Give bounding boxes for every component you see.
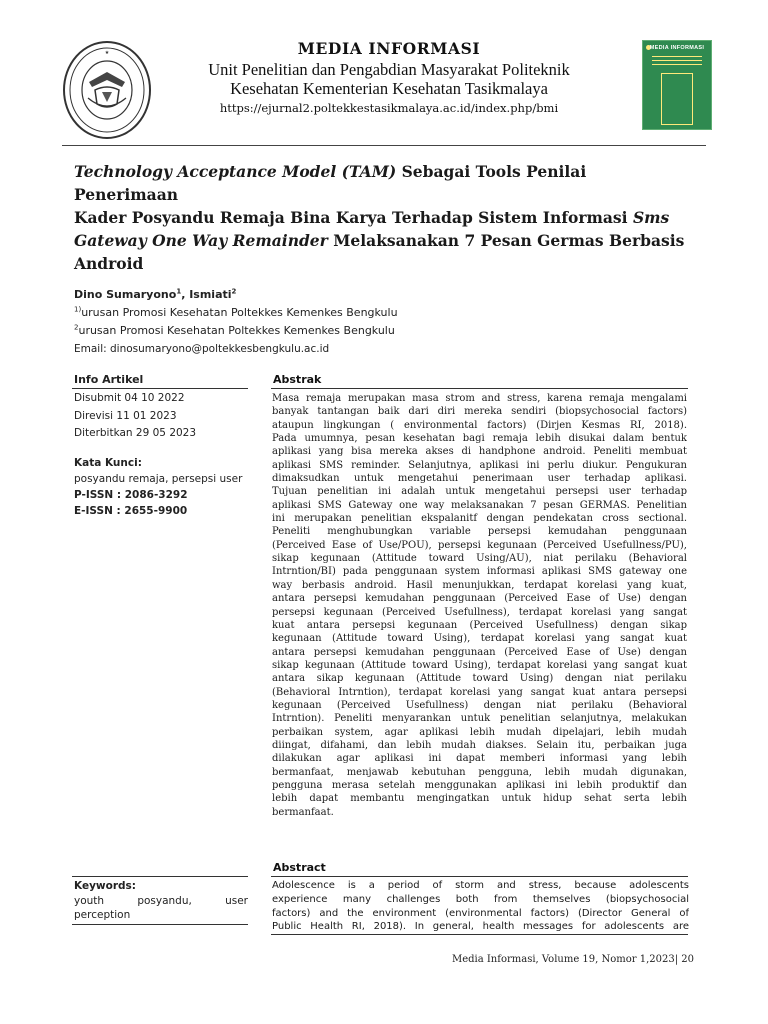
cover-line	[652, 56, 702, 57]
abstrak-line: Intrntion/BI) pada penggunaan system informasi aplikasi SMS gateway one	[272, 566, 687, 578]
institution-logo	[62, 40, 152, 140]
keywords-bottom-rule	[72, 924, 248, 925]
article-info	[72, 372, 248, 519]
abstract-bottom-rule	[271, 934, 688, 935]
author-email[interactable]: Email: dinosumaryono@poltekkesbengkulu.ac.id	[74, 343, 330, 355]
author-2-sup: 2	[231, 287, 237, 296]
cover-box	[661, 73, 693, 125]
keywords-line-2: perception	[74, 909, 131, 921]
kata-kunci-heading: Kata Kunci:	[74, 456, 142, 469]
abstrak-line: Intrntion). Peneliti menyarankan untuk penelitian selanjutnya, melakukan	[272, 713, 687, 725]
e-issn: E-ISSN : 2655-9900	[74, 504, 188, 517]
abstrak-line: perbaikan system, agar aplikasi lebih mudah dipelajari, lebih mudah	[272, 726, 687, 738]
abstract-heading: Abstract	[271, 860, 688, 877]
info-artikel-heading: Info Artikel	[72, 372, 248, 389]
abstrak-line: aplikasi SMS Gateway one way melaksanakan 7 pesan GERMAS. Penelitian	[272, 499, 687, 511]
abstrak-line: kegunaan (Perceived Usefullness) dengan niat perilaku (Behavioral	[272, 699, 687, 711]
keywords-line-1: youth posyandu, user	[74, 895, 248, 907]
journal-name: MEDIA INFORMASI	[297, 39, 481, 58]
abstrak-line: diingat, difahami, dan lebih mudah diakses. Selain itu, perbaikan juga	[272, 739, 687, 751]
paper-title	[74, 160, 694, 275]
page-footer: Media Informasi, Volume 19, Nomor 1,2023| 20	[451, 954, 694, 965]
abstrak-line: way berbasis android. Hasil menunjukkan, terdapat korelasi yang kuat,	[272, 579, 687, 591]
title-italic-3: Gateway One Way Remainder	[74, 231, 328, 250]
date-revised: Direvisi 11 01 2023	[74, 409, 177, 422]
abstrak-line: ini merupakan penelitian ekspalanitf dengan pendekatan cross sectional.	[272, 513, 687, 525]
title-text-3: Melaksanakan 7 Pesan Germas Berbasis	[327, 231, 685, 250]
author-block	[74, 286, 694, 358]
abstrak-line: kegunaan (Attitude toward Using), terdapat korelasi yang sangat kuat	[272, 633, 687, 645]
title-text-1: Sebagai Tools Penilai Penerimaan	[74, 162, 587, 204]
abstrak-line: bermanfaat, menjawab kebutuhan pengguna, lebih mudah digunakan,	[272, 766, 687, 778]
abstract-section	[271, 860, 688, 877]
title-italic-1: Technology Acceptance Model (TAM)	[74, 162, 397, 181]
garuda-seal-icon	[62, 40, 152, 140]
author-1: Dino Sumaryono	[74, 288, 177, 301]
abstrak-line: kuat antara persepsi kegunaan (Perceived Usefullness) dengan sikap	[272, 619, 687, 631]
affiliation-1	[74, 304, 694, 322]
abstrak-line: sikap kegunaan (Attitude toward Using/AU), niat perilaku (Behavioral	[272, 553, 687, 565]
abstrak-line: aplikasi yang bisa mereka akses di handphone android. Peneliti membuat	[272, 446, 687, 458]
keywords-text	[72, 894, 248, 922]
author-2: , Ismiati	[181, 288, 232, 301]
abstract-line: Adolescence is a period of storm and stress, because adolescents	[272, 880, 689, 891]
title-italic-2: Sms	[632, 208, 670, 227]
abstrak-line: dilakukan agar aplikasi ini dapat memberi informasi yang lebih	[272, 753, 687, 765]
abstrak-heading: Abstrak	[271, 372, 688, 389]
abstrak-line: Peneliti menghubungkan variable persepsi kemudahan penggunaan	[272, 526, 687, 538]
affiliation-2-text: urusan Promosi Kesehatan Poltekkes Kemenkes Bengkulu	[78, 324, 395, 337]
abstract-line: factors) and the environment (environmental factors) (Director General of	[272, 907, 689, 919]
journal-cover-thumbnail	[642, 40, 712, 130]
abstract-body	[271, 879, 690, 934]
title-text-2: Kader Posyandu Remaja Bina Karya Terhadap Sistem Informasi	[74, 208, 633, 227]
affiliation-1-text: urusan Promosi Kesehatan Poltekkes Kemenkes Bengkulu	[81, 306, 398, 319]
p-issn: P-ISSN : 2086-3292	[74, 489, 188, 501]
abstrak-line: banyak tantangan baik dari diri mereka sendiri (biopsychosocial factors)	[272, 406, 687, 418]
abstrak-line: (Perceived Ease of Use/POU), persepsi kegunaan (Perceived Usefullness/PU),	[272, 539, 687, 551]
date-submitted: Disubmit 04 10 2022	[74, 392, 185, 404]
keywords-heading: Keywords:	[72, 876, 248, 894]
abstrak-line: antara persepsi kemudahan penggunaan (Perceived Ease of Use) dengan	[272, 646, 687, 658]
journal-url[interactable]: https://ejurnal2.poltekkestasikmalaya.ac.id/index.php/bmi	[219, 101, 559, 115]
abstract-line: experience many challenges both from themselves (biopsychosocial	[272, 893, 689, 905]
affiliation-1-sup: 1)	[74, 305, 82, 314]
cover-line	[652, 60, 702, 61]
svg-text:★: ★	[104, 50, 110, 56]
abstrak-line: Masa remaja merupakan masa strom and stress, karena remaja mengalami	[272, 393, 687, 404]
author-names	[74, 286, 694, 304]
abstrak-section	[271, 372, 688, 819]
title-text-4: Android	[74, 254, 144, 273]
abstract-line: Public Health RI, 2018). In general, health messages for adolescents are	[272, 921, 689, 933]
abstrak-line: persepsi kegunaan (Perceived Usefullness), terdapat korelasi yang sangat	[272, 606, 687, 618]
abstrak-line: ataupun lingkungan ( environmental factors) (Dirjen Kesmas RI, 2018).	[272, 419, 687, 431]
affiliation-2	[74, 322, 694, 340]
abstrak-line: aplikasi SMS reminder. Selanjutnya, aplikasi ini perlu diukur. Pengukuran	[272, 459, 687, 471]
keywords-block	[72, 876, 248, 925]
abstrak-line: pengguna merasa setelah menggunakan aplikasi ini lebih produktif dan	[272, 779, 687, 791]
abstrak-line: Tujuan penelitian ini adalah untuk mengetahui persepsi user terhadap	[272, 486, 687, 498]
kata-kunci-text: posyandu remaja, persepsi user	[74, 472, 243, 485]
journal-header	[150, 38, 628, 118]
cover-line	[652, 64, 702, 65]
abstrak-body	[271, 392, 688, 819]
abstrak-line: bermanfaat.	[272, 806, 334, 818]
date-published: Diterbitkan 29 05 2023	[74, 427, 197, 439]
abstrak-line: (Behavioral Intrntion), terdapat korelasi yang sangat kuat antara persepsi	[272, 686, 687, 698]
abstrak-line: lebih dapat membantu mengingatkan untuk hidup sehat serta lebih	[272, 793, 687, 805]
author-1-sup: 1	[176, 287, 182, 296]
header-divider	[62, 145, 706, 146]
affiliation-2-sup: 2	[74, 323, 79, 332]
unit-line-2: Kesehatan Kementerian Kesehatan Tasikmalaya	[230, 79, 548, 98]
cover-title: MEDIA INFORMASI	[649, 45, 705, 51]
abstrak-line: sikap kegunaan (Attitude toward Using), terdapat korelasi yang sangat kuat	[272, 659, 687, 671]
abstrak-line: antara persepsi kemudahan penggunaan (Perceived Ease of Use) dengan	[272, 593, 687, 605]
abstrak-line: antara sikap kegunaan (Attitude toward Using) dengan niat perilaku	[272, 673, 687, 685]
unit-line-1: Unit Penelitian dan Pengabdian Masyarakat Politeknik	[208, 60, 570, 79]
abstrak-line: Pada umumnya, pesan kesehatan bagi remaja lebih disukai dalam bentuk	[272, 433, 687, 445]
abstrak-line: dimaksudkan untuk mengetahui penerimaan user terhadap aplikasi.	[272, 473, 687, 485]
